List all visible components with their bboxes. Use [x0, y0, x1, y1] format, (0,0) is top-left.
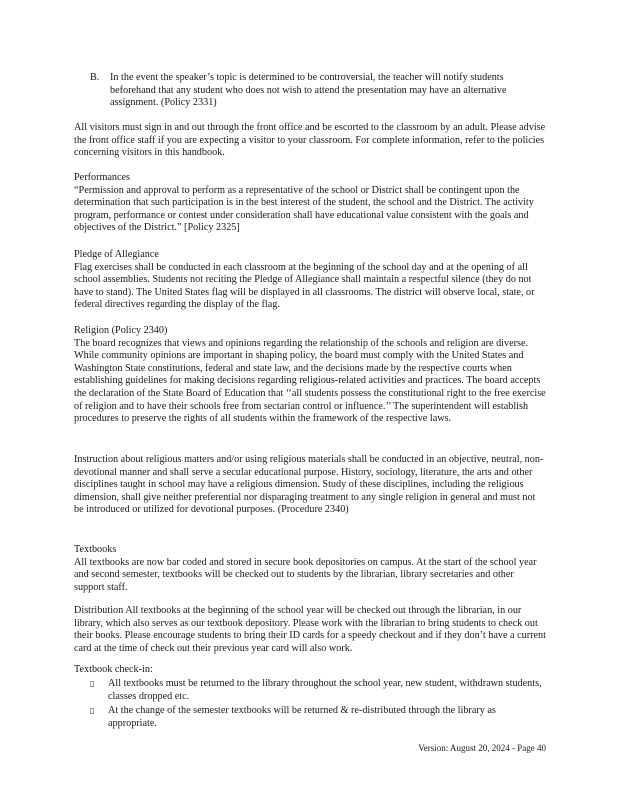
- policy-list-item-b: [90, 72, 546, 110]
- list-item: [88, 705, 546, 730]
- bullet-icon: ▯: [90, 706, 95, 716]
- pledge-paragraph: Flag exercises shall be conducted in each classroom at the beginning of the school day and at the opening of all school assemblies. Students not reciting the Pledge of Allegiance shall maintain a respectful silence (they do not have to stand). The United States flag will be displayed in all classrooms. The district will observe local, state, or federal directives regarding the display of the flag.: [74, 261, 535, 311]
- religion-paragraph: The board recognizes that views and opinions regarding the relationship of the schools and religion are diverse. While community opinions are important in shaping policy, the board must comply with the United States and Washington State constitutions, federal and state law, and the decisions made by the respective courts when establishing guidelines for making decisions regarding religious-related activities and practices. The board accepts the declaration of the State Board of Education that ‘‘all students possess the constitutional right to the free exercise of religion and to have their schools free from sectarian control or influence.’’ The superintendent will establish procedures to preserve the rights of all students within the framework of the respective laws.: [74, 337, 546, 425]
- page-footer: Version: August 20, 2024 - Page 40: [418, 743, 546, 753]
- religion-heading: Religion (Policy 2340): [74, 325, 168, 336]
- performances-paragraph: “Permission and approval to perform as a representative of the school or District shall be contingent upon the determination that such participation is in the best interest of the student, the school and the District. The activity program, performance or contest under consideration shall have educational value consistent with the goals and objectives of the District.” [Policy 2325]: [74, 184, 534, 234]
- performances-heading: Performances: [74, 172, 131, 183]
- religion-instruction-paragraph: Instruction about religious matters and/or using religious materials shall be conducted in an objective, neutral, non-devotional manner and shall serve a secular educational purpose. History, sociology, literature, the arts and other disciplines taught in school may have a religious dimension. Study of these disciplines, including the religious dimension, shall give neither preferential nor disparaging treatment to any single religion in general and must not be introduced or utilized for devotional purposes. (Procedure 2340): [74, 454, 544, 516]
- visitors-section: [74, 122, 546, 160]
- pledge-heading: Pledge of Allegiance: [74, 249, 159, 260]
- religion-section: [74, 325, 546, 426]
- pledge-section: [74, 249, 546, 312]
- bullet-icon: ▯: [90, 679, 95, 688]
- bullet-text: At the change of the semester textbooks will be returned & re-distributed through the library as appropriate.: [108, 705, 496, 729]
- list-item-text: In the event the speaker’s topic is determined to be controversial, the teacher will notify students beforehand that any student who does not wish to attend the presentation may have an alternative assignment. (Policy 2331): [110, 72, 507, 109]
- visitors-paragraph: All visitors must sign in and out through the front office and be escorted to the classroom by an adult. Please advise the front office staff if you are expecting a visitor to your classroom. For complete information, refer to the policies concerning visitors in this handbook.: [74, 122, 546, 159]
- textbooks-distribution-section: [74, 605, 546, 655]
- textbook-checkin-list: [88, 678, 546, 730]
- bullet-text: All textbooks must be returned to the library throughout the school year, new student, withdrawn students, classes dropped etc.: [108, 678, 542, 702]
- textbook-checkin-heading: Textbook check-in:: [74, 664, 153, 675]
- religion-instruction-section: [74, 454, 546, 517]
- textbooks-distribution-paragraph: Distribution All textbooks at the beginning of the school year will be checked out through the librarian, in our library, which also serves as our textbook depository. Please work with the librarian to bring students to check out their books. Please encourage students to bring their ID cards for a speedy checkout and if they don’t have a current card at the time of check out their previous year card will also work.: [74, 605, 546, 654]
- textbooks-heading: Textbooks: [74, 544, 117, 555]
- performances-section: [74, 172, 546, 235]
- list-marker: B.: [90, 72, 100, 83]
- list-item: [88, 678, 546, 703]
- textbooks-section: [74, 544, 546, 594]
- textbooks-paragraph: All textbooks are now bar coded and stored in secure book depositories on campus. At the start of the school year and second semester, textbooks will be checked out to students by the librarian, library secretaries and other support staff.: [74, 556, 537, 593]
- textbook-checkin-section: [74, 664, 546, 677]
